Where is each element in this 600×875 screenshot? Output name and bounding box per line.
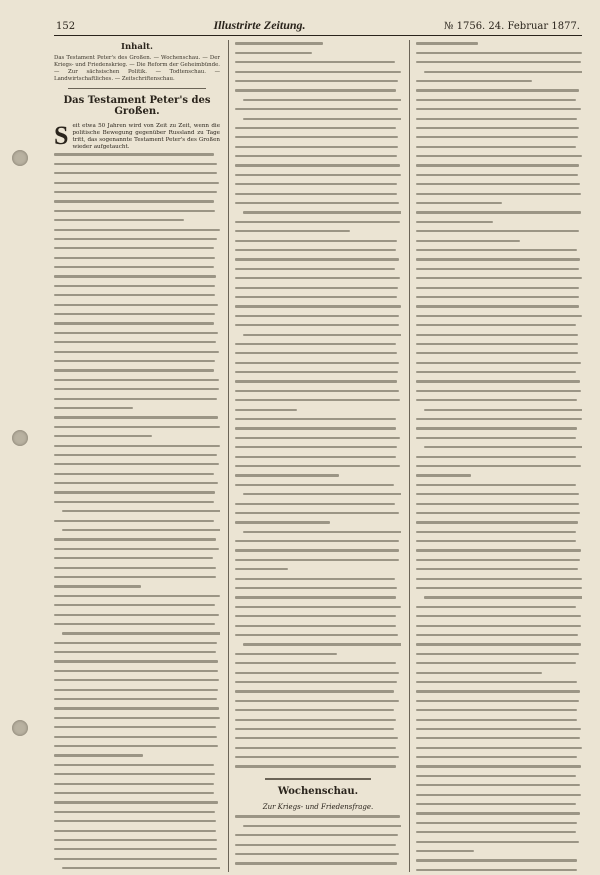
text-line	[235, 80, 401, 87]
text-line	[416, 277, 582, 284]
text-line	[416, 221, 582, 228]
text-line	[54, 416, 220, 423]
text-line	[416, 728, 582, 735]
text-line	[235, 334, 401, 341]
text-line	[235, 690, 401, 697]
text-line	[54, 811, 220, 818]
text-line	[54, 642, 220, 649]
text-line	[235, 164, 401, 171]
text-line	[54, 163, 220, 170]
text-line	[416, 512, 582, 519]
text-line	[416, 427, 582, 434]
text-line	[235, 99, 401, 106]
text-line	[235, 193, 401, 200]
text-line	[235, 681, 401, 688]
text-line	[235, 825, 401, 832]
text-line	[54, 717, 220, 724]
text-line	[54, 351, 220, 358]
text-line	[54, 801, 220, 808]
text-line	[235, 324, 401, 331]
text-line	[54, 529, 220, 536]
text-line	[235, 371, 401, 378]
text-line	[54, 501, 220, 508]
text-line	[416, 334, 582, 341]
text-line	[54, 257, 220, 264]
text-line	[416, 756, 582, 763]
text-line	[235, 568, 401, 575]
text-line	[54, 745, 220, 752]
text-line	[235, 737, 401, 744]
text-line	[235, 409, 401, 416]
text-line	[235, 305, 401, 312]
text-line	[54, 275, 220, 282]
text-line	[416, 765, 582, 772]
text-line	[416, 559, 582, 566]
text-line	[235, 258, 401, 265]
text-line	[235, 853, 401, 860]
text-line	[235, 559, 401, 566]
text-line	[54, 839, 220, 846]
text-line	[54, 360, 220, 367]
text-line	[416, 136, 582, 143]
masthead: Illustrirte Zeitung.	[213, 18, 306, 32]
text-line	[54, 764, 220, 771]
text-line	[235, 465, 401, 472]
text-line	[54, 247, 220, 254]
text-line	[416, 183, 582, 190]
contents-text: Das Testament Peter's des Großen. — Wochenschau. — Der Kriegs- und Friedenskrieg. — Die Reform der Geheimbünde. — Zur sächsischen Politik. — Todtenschau. — Landwirtschaftliches. — Zeitschriftenschau.	[54, 55, 220, 82]
text-line	[416, 268, 582, 275]
text-line	[235, 834, 401, 841]
text-line	[54, 867, 220, 872]
text-line	[235, 202, 401, 209]
text-line	[54, 285, 220, 292]
text-line	[416, 240, 582, 247]
text-line	[416, 164, 582, 171]
article-heading: Das Testament Peter's des Großen.	[63, 95, 211, 117]
text-line	[54, 172, 220, 179]
text-line	[54, 567, 220, 574]
text-line	[54, 407, 220, 414]
text-line	[416, 803, 582, 810]
text-line	[235, 596, 401, 603]
text-line	[235, 728, 401, 735]
text-line	[416, 324, 582, 331]
text-line	[54, 435, 220, 442]
article-body-continued	[235, 42, 401, 772]
text-line	[54, 848, 220, 855]
text-line	[54, 482, 220, 489]
text-line	[416, 719, 582, 726]
text-line	[416, 643, 582, 650]
text-line	[416, 606, 582, 613]
text-line	[235, 268, 401, 275]
text-line	[416, 841, 582, 848]
section-heading: Wochenschau.	[277, 786, 359, 798]
text-line	[54, 557, 220, 564]
text-line	[54, 341, 220, 348]
text-line	[416, 211, 582, 218]
text-line	[54, 792, 220, 799]
contents-heading: Inhalt.	[121, 42, 153, 52]
text-line	[416, 737, 582, 744]
text-line	[416, 71, 582, 78]
text-line	[416, 371, 582, 378]
text-line	[235, 221, 401, 228]
text-line	[235, 672, 401, 679]
text-line	[54, 754, 220, 761]
text-line	[416, 127, 582, 134]
page-number: 152	[56, 21, 76, 32]
text-line	[235, 456, 401, 463]
text-line	[235, 521, 401, 528]
text-line	[235, 89, 401, 96]
text-line	[54, 585, 220, 592]
text-line	[235, 634, 401, 641]
text-line	[416, 625, 582, 632]
text-line	[416, 258, 582, 265]
text-line	[416, 305, 582, 312]
text-line	[235, 399, 401, 406]
text-line	[416, 596, 582, 603]
text-line	[416, 315, 582, 322]
text-line	[54, 576, 220, 583]
text-line	[416, 118, 582, 125]
text-line	[54, 538, 220, 545]
text-line	[416, 99, 582, 106]
text-line	[416, 174, 582, 181]
text-line	[235, 390, 401, 397]
article-body	[54, 153, 220, 872]
text-line	[235, 343, 401, 350]
text-line	[235, 174, 401, 181]
text-line	[54, 670, 220, 677]
text-line	[416, 108, 582, 115]
text-line	[416, 437, 582, 444]
text-line	[416, 202, 582, 209]
text-line	[416, 587, 582, 594]
text-line	[416, 446, 582, 453]
text-line	[235, 315, 401, 322]
text-line	[235, 127, 401, 134]
text-line	[235, 700, 401, 707]
text-line	[235, 249, 401, 256]
text-line	[416, 747, 582, 754]
text-line	[54, 510, 220, 517]
text-line	[235, 756, 401, 763]
text-line	[54, 313, 220, 320]
text-line	[235, 662, 401, 669]
text-line	[54, 660, 220, 667]
text-line	[416, 155, 582, 162]
text-line	[416, 812, 582, 819]
text-line	[54, 773, 220, 780]
text-line	[235, 42, 401, 49]
divider	[68, 88, 206, 89]
column-left	[54, 40, 220, 872]
columns	[54, 40, 582, 872]
text-line	[416, 474, 582, 481]
text-line	[54, 229, 220, 236]
text-line	[235, 625, 401, 632]
text-line	[235, 362, 401, 369]
text-line	[235, 211, 401, 218]
text-line	[416, 690, 582, 697]
text-line	[416, 531, 582, 538]
text-line	[54, 491, 220, 498]
page-header	[54, 18, 582, 36]
text-line	[416, 822, 582, 829]
column-middle	[228, 40, 401, 872]
text-line	[235, 136, 401, 143]
text-line	[235, 71, 401, 78]
text-line	[54, 322, 220, 329]
text-line	[54, 463, 220, 470]
text-line	[54, 200, 220, 207]
text-line	[416, 831, 582, 838]
text-line	[54, 398, 220, 405]
text-line	[54, 689, 220, 696]
text-line	[54, 294, 220, 301]
text-line	[416, 484, 582, 491]
text-line	[235, 474, 401, 481]
text-line	[416, 249, 582, 256]
text-line	[235, 540, 401, 547]
text-line	[54, 473, 220, 480]
text-line	[235, 146, 401, 153]
text-line	[416, 287, 582, 294]
text-line	[416, 352, 582, 359]
text-line	[416, 89, 582, 96]
binding-hole	[12, 150, 28, 166]
text-line	[54, 369, 220, 376]
text-line	[416, 503, 582, 510]
text-line	[416, 700, 582, 707]
divider	[265, 778, 371, 780]
text-line	[54, 304, 220, 311]
text-line	[416, 80, 582, 87]
text-line	[54, 858, 220, 865]
text-line	[54, 238, 220, 245]
text-line	[54, 520, 220, 527]
text-line	[235, 437, 401, 444]
intro-text: eit etwa 50 Jahren wird von Zeit zu Zeit, wenn die politische Bewegung gegenüber Russland zu Tage tritt, das sogenannte Testament Peter's des Großen wieder aufgetaucht.	[72, 123, 220, 150]
text-line	[235, 531, 401, 538]
text-line	[416, 709, 582, 716]
text-line	[416, 230, 582, 237]
text-line	[54, 182, 220, 189]
text-line	[235, 427, 401, 434]
text-line	[416, 418, 582, 425]
text-line	[54, 210, 220, 217]
text-line	[235, 587, 401, 594]
text-line	[416, 859, 582, 866]
text-line	[54, 783, 220, 790]
text-line	[235, 296, 401, 303]
text-line	[235, 230, 401, 237]
text-line	[54, 726, 220, 733]
sub-heading: Zur Kriegs- und Friedensfrage.	[262, 803, 374, 812]
text-line	[235, 118, 401, 125]
text-line	[235, 418, 401, 425]
article-intro	[54, 123, 220, 151]
text-line	[235, 287, 401, 294]
article-body-right	[416, 42, 582, 872]
text-line	[416, 869, 582, 872]
text-line	[54, 604, 220, 611]
binding-hole	[12, 430, 28, 446]
text-line	[235, 155, 401, 162]
text-line	[416, 362, 582, 369]
text-line	[416, 549, 582, 556]
text-line	[235, 615, 401, 622]
text-line	[54, 820, 220, 827]
text-line	[235, 183, 401, 190]
text-line	[54, 614, 220, 621]
text-line	[235, 484, 401, 491]
text-line	[54, 736, 220, 743]
text-line	[54, 548, 220, 555]
text-line	[54, 698, 220, 705]
text-line	[416, 343, 582, 350]
text-line	[235, 380, 401, 387]
text-line	[416, 456, 582, 463]
text-line	[54, 830, 220, 837]
text-line	[235, 862, 401, 869]
text-line	[235, 844, 401, 851]
wochenschau-body	[235, 815, 401, 872]
text-line	[235, 503, 401, 510]
text-line	[416, 568, 582, 575]
text-line	[416, 493, 582, 500]
text-line	[54, 651, 220, 658]
text-line	[235, 493, 401, 500]
text-line	[416, 672, 582, 679]
text-line	[416, 615, 582, 622]
text-line	[235, 765, 401, 772]
text-line	[235, 61, 401, 68]
text-line	[235, 108, 401, 115]
text-line	[54, 379, 220, 386]
text-line	[416, 540, 582, 547]
text-line	[235, 277, 401, 284]
text-line	[54, 191, 220, 198]
dropcap: S	[54, 121, 69, 150]
text-line	[54, 426, 220, 433]
text-line	[54, 632, 220, 639]
binding-hole	[12, 720, 28, 736]
text-line	[54, 153, 220, 160]
text-line	[416, 850, 582, 857]
text-line	[54, 454, 220, 461]
text-line	[235, 606, 401, 613]
text-line	[54, 266, 220, 273]
text-line	[54, 595, 220, 602]
text-line	[54, 445, 220, 452]
text-line	[416, 399, 582, 406]
text-line	[416, 42, 582, 49]
column-right	[409, 40, 582, 872]
text-line	[54, 332, 220, 339]
text-line	[416, 521, 582, 528]
text-line	[235, 815, 401, 822]
text-line	[416, 775, 582, 782]
text-line	[235, 240, 401, 247]
text-line	[416, 653, 582, 660]
text-line	[416, 296, 582, 303]
text-line	[54, 623, 220, 630]
text-line	[235, 719, 401, 726]
text-line	[416, 409, 582, 416]
text-line	[235, 747, 401, 754]
text-line	[235, 578, 401, 585]
text-line	[235, 653, 401, 660]
text-line	[54, 707, 220, 714]
text-line	[416, 662, 582, 669]
issue-date: № 1756. 24. Februar 1877.	[443, 21, 580, 32]
text-line	[416, 61, 582, 68]
text-line	[54, 219, 220, 226]
text-line	[416, 193, 582, 200]
text-line	[416, 52, 582, 59]
text-line	[416, 681, 582, 688]
text-line	[235, 512, 401, 519]
text-line	[416, 390, 582, 397]
text-line	[416, 634, 582, 641]
text-line	[235, 352, 401, 359]
text-line	[416, 794, 582, 801]
text-line	[416, 380, 582, 387]
text-line	[416, 146, 582, 153]
text-line	[416, 784, 582, 791]
text-line	[416, 578, 582, 585]
text-line	[54, 679, 220, 686]
text-line	[235, 643, 401, 650]
text-line	[235, 446, 401, 453]
text-line	[416, 465, 582, 472]
text-line	[235, 709, 401, 716]
text-line	[54, 388, 220, 395]
text-line	[235, 549, 401, 556]
text-line	[235, 52, 401, 59]
